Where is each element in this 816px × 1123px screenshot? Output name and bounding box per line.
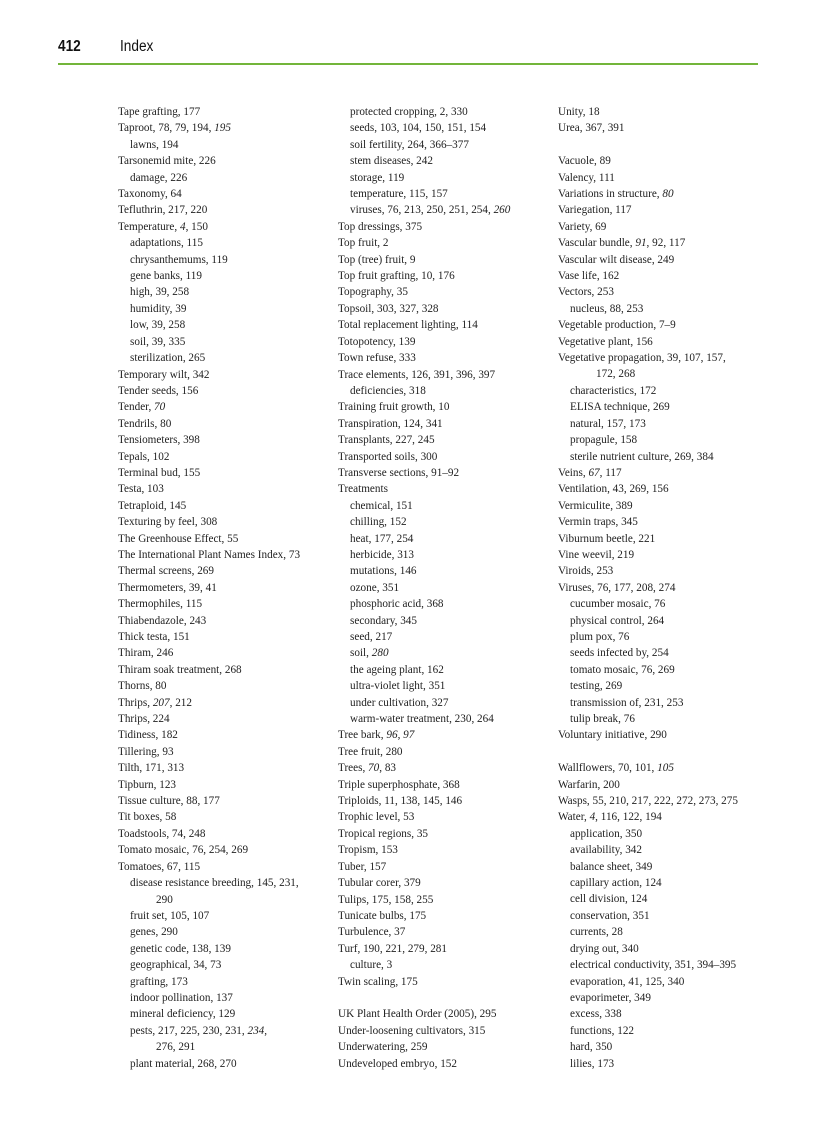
index-subentry: disease resistance breeding, 145, 231, (130, 877, 299, 890)
index-entry: Viburnum beetle, 221 (558, 532, 656, 545)
index-entry: Thrips, 224 (118, 713, 170, 726)
index-subentry: adaptations, 115 (130, 237, 203, 250)
index-subentry: application, 350 (570, 827, 643, 840)
index-subentry: sterile nutrient culture, 269, 384 (570, 450, 714, 463)
index-subentry: characteristics, 172 (570, 384, 657, 397)
index-subentry: ozone, 351 (350, 581, 400, 594)
index-entry: Wasps, 55, 210, 217, 222, 272, 273, 275 (558, 795, 738, 808)
index-entry: Turf, 190, 221, 279, 281 (338, 942, 447, 955)
index-entry: Tomato mosaic, 76, 254, 269 (118, 844, 249, 857)
index-subentry: herbicide, 313 (350, 548, 414, 561)
page-header (58, 38, 758, 64)
index-subentry: chilling, 152 (350, 516, 407, 529)
index-entry: Variations in structure, 80 (558, 188, 674, 201)
index-subentry: stem diseases, 242 (350, 155, 433, 168)
index-entry: Terminal bud, 155 (118, 466, 201, 479)
index-entry: Triploids, 11, 138, 145, 146 (338, 795, 463, 808)
index-subentry: high, 39, 258 (130, 286, 190, 299)
index-subentry: under cultivation, 327 (350, 696, 449, 709)
index-entry: Texturing by feel, 308 (118, 516, 218, 529)
index-subentry: soil, 280 (350, 647, 389, 660)
index-entry: Training fruit growth, 10 (338, 401, 450, 414)
index-subentry: ultra-violet light, 351 (350, 680, 446, 693)
index-entry: Thermophiles, 115 (118, 598, 203, 611)
index-entry: Turbulence, 37 (338, 926, 406, 939)
index-entry: Testa, 103 (118, 483, 164, 496)
index-entry: Tefluthrin, 217, 220 (118, 204, 208, 217)
index-subentry: chemical, 151 (350, 499, 413, 512)
index-entry: UK Plant Health Order (2005), 295 (338, 1008, 497, 1021)
index-entry: Vascular wilt disease, 249 (558, 253, 675, 266)
index-entry: Variegation, 117 (558, 204, 632, 217)
index-subentry: secondary, 345 (350, 614, 417, 627)
index-entry: Tree fruit, 280 (338, 745, 403, 758)
index-entry: Thick testa, 151 (118, 631, 190, 643)
index-entry: Thorns, 80 (118, 680, 167, 693)
index-entry: Thermal screens, 269 (118, 565, 214, 578)
index-subentry: deficiencies, 318 (350, 384, 426, 397)
index-entry: Top fruit grafting, 10, 176 (338, 270, 455, 283)
index-subentry: fruit set, 105, 107 (130, 909, 210, 922)
index-subentry: low, 39, 258 (130, 319, 186, 332)
index-entry: Vase life, 162 (558, 270, 620, 283)
index-entry: Town refuse, 333 (338, 352, 416, 365)
index-column-1 (118, 104, 328, 1072)
index-subentry: plant material, 268, 270 (130, 1057, 237, 1070)
index-subentry: soil, 39, 335 (130, 335, 186, 348)
index-entry: Vascular bundle, 91, 92, 117 (558, 237, 686, 250)
index-subentry: chrysanthemums, 119 (130, 253, 228, 266)
index-entry: Viruses, 76, 177, 208, 274 (558, 581, 676, 594)
index-entry: Trees, 70, 83 (338, 762, 397, 775)
index-subentry: grafting, 173 (130, 975, 188, 988)
entry-spacer (338, 990, 548, 1006)
index-entry: Tubular corer, 379 (338, 877, 421, 890)
index-subentry: currents, 28 (570, 926, 623, 939)
index-entry: Tepals, 102 (118, 450, 170, 463)
index-subentry: hard, 350 (570, 1041, 613, 1054)
index-subentry: cucumber mosaic, 76 (570, 598, 666, 611)
header-rule (58, 63, 758, 65)
index-subentry: lawns, 194 (130, 138, 179, 151)
index-subentry: warm-water treatment, 230, 264 (350, 713, 494, 726)
index-entry: Taxonomy, 64 (118, 188, 182, 201)
index-entry: Underwatering, 259 (338, 1041, 428, 1054)
index-entry: Tunicate bulbs, 175 (338, 909, 427, 922)
index-entry: Vectors, 253 (558, 286, 614, 299)
index-subentry: sterilization, 265 (130, 352, 206, 365)
index-entry: Tape grafting, 177 (118, 106, 201, 118)
index-subentry: temperature, 115, 157 (350, 188, 448, 201)
index-entry: Tendrils, 80 (118, 417, 172, 430)
index-entry: Trophic level, 53 (338, 811, 415, 824)
index-subentry: electrical conductivity, 351, 394–395 (570, 959, 737, 972)
index-entry: Thiram, 246 (118, 647, 174, 660)
index-subentry: heat, 177, 254 (350, 532, 414, 545)
index-entry: Thermometers, 39, 41 (118, 581, 217, 594)
index-entry: Ventilation, 43, 269, 156 (558, 483, 669, 496)
index-entry: Tarsonemid mite, 226 (118, 155, 216, 168)
index-entry: Tetraploid, 145 (118, 499, 187, 512)
index-entry: Tulips, 175, 158, 255 (338, 893, 434, 906)
index-subentry: availability, 342 (570, 844, 642, 857)
index-entry: Vine weevil, 219 (558, 548, 635, 561)
index-subentry: nucleus, 88, 253 (570, 302, 644, 315)
index-subentry: genetic code, 138, 139 (130, 942, 231, 955)
page-number: 412 (58, 38, 81, 55)
index-column-3 (558, 104, 783, 1072)
index-entry: Tomatoes, 67, 115 (118, 860, 201, 873)
index-subentry: drying out, 340 (570, 942, 639, 955)
index-subentry: seed, 217 (350, 631, 393, 643)
index-entry: Wallflowers, 70, 101, 105 (558, 762, 674, 775)
running-title: Index (120, 38, 154, 55)
index-entry: Vegetative propagation, 39, 107, 157, (558, 352, 726, 365)
index-entry: Transpiration, 124, 341 (338, 417, 443, 430)
index-entry: Trace elements, 126, 391, 396, 397 (338, 368, 496, 381)
index-entry: Twin scaling, 175 (338, 975, 418, 988)
index-entry: Vegetative plant, 156 (558, 335, 653, 348)
index-subentry: tulip break, 76 (570, 713, 635, 726)
index-entry: Taproot, 78, 79, 194, 195 (118, 122, 231, 135)
index-entry: Tilth, 171, 313 (118, 762, 185, 775)
index-subentry: capillary action, 124 (570, 877, 662, 890)
entry-spacer (558, 137, 783, 153)
index-subentry: balance sheet, 349 (570, 860, 653, 873)
index-entry: Undeveloped embryo, 152 (338, 1057, 457, 1070)
index-subentry: cell division, 124 (570, 893, 648, 906)
index-entry: Tender seeds, 156 (118, 384, 199, 397)
index-entry: Unity, 18 (558, 106, 600, 118)
index-subentry: transmission of, 231, 253 (570, 696, 684, 709)
index-entry: Treatments (338, 483, 388, 496)
index-entry: Voluntary initiative, 290 (558, 729, 667, 742)
entry-spacer (558, 744, 783, 760)
index-entry: The Greenhouse Effect, 55 (118, 532, 239, 545)
index-entry: Tissue culture, 88, 177 (118, 795, 220, 808)
index-entry: Toadstools, 74, 248 (118, 827, 206, 840)
index-entry: Triple superphosphate, 368 (338, 778, 460, 791)
index-subentry: evaporation, 41, 125, 340 (570, 975, 685, 988)
index-subentry: seeds, 103, 104, 150, 151, 154 (350, 122, 487, 135)
index-entry: Topography, 35 (338, 286, 408, 299)
index-subentry: seeds infected by, 254 (570, 647, 669, 660)
index-subentry: physical control, 264 (570, 614, 665, 627)
index-entry: Warfarin, 200 (558, 778, 620, 791)
index-entry: Vacuole, 89 (558, 155, 611, 168)
index-entry: Valency, 111 (558, 171, 615, 184)
index-entry: Thrips, 207, 212 (118, 696, 192, 709)
index-subentry: ELISA technique, 269 (570, 401, 670, 414)
index-entry: Vegetable production, 7–9 (558, 319, 676, 332)
index-entry: Under-loosening cultivators, 315 (338, 1024, 486, 1037)
index-entry: Tropical regions, 35 (338, 827, 429, 840)
index-entry: Transplants, 227, 245 (338, 434, 435, 447)
index-subentry: mineral deficiency, 129 (130, 1008, 236, 1021)
index-subentry: functions, 122 (570, 1024, 635, 1037)
index-entry: Temporary wilt, 342 (118, 368, 210, 381)
index-subentry: genes, 290 (130, 926, 178, 939)
index-subentry: gene banks, 119 (130, 270, 202, 283)
index-entry: Tillering, 93 (118, 745, 174, 758)
index-entry: The International Plant Names Index, 73 (118, 548, 301, 561)
index-entry: Water, 4, 116, 122, 194 (558, 811, 662, 824)
index-subentry: evaporimeter, 349 (570, 991, 651, 1004)
index-subentry: testing, 269 (570, 680, 623, 693)
index-subentry: protected cropping, 2, 330 (350, 106, 468, 118)
index-entry-continuation: 172, 268 (596, 368, 636, 381)
index-entry-continuation: 290 (156, 893, 173, 906)
index-entry: Tender, 70 (118, 401, 166, 414)
index-entry: Tensiometers, 398 (118, 434, 200, 447)
index-entry: Thiabendazole, 243 (118, 614, 207, 627)
index-entry: Top (tree) fruit, 9 (338, 253, 416, 266)
index-entry: Urea, 367, 391 (558, 122, 625, 135)
index-entry: Variety, 69 (558, 220, 607, 233)
index-subentry: tomato mosaic, 76, 269 (570, 663, 675, 676)
index-entry: Total replacement lighting, 114 (338, 319, 478, 332)
index-subentry: natural, 157, 173 (570, 417, 646, 430)
index-entry: Top fruit, 2 (338, 237, 389, 250)
index-entry: Tipburn, 123 (118, 778, 177, 791)
index-entry: Thiram soak treatment, 268 (118, 663, 242, 676)
index-subentry: viruses, 76, 213, 250, 251, 254, 260 (350, 204, 511, 217)
index-subentry: geographical, 34, 73 (130, 959, 222, 972)
index-column-2 (338, 104, 548, 1072)
index-subentry: culture, 3 (350, 959, 393, 972)
index-subentry: lilies, 173 (570, 1057, 615, 1070)
index-subentry: pests, 217, 225, 230, 231, 234, (130, 1024, 268, 1037)
index-entry: Tit boxes, 58 (118, 811, 177, 824)
index-entry: Transverse sections, 91–92 (338, 466, 460, 479)
index-entry: Viroids, 253 (558, 565, 614, 578)
index-subentry: soil fertility, 264, 366–377 (350, 138, 469, 151)
index-entry: Veins, 67, 117 (558, 466, 622, 479)
index-entry: Top dressings, 375 (338, 220, 423, 233)
index-entry: Tropism, 153 (338, 844, 398, 857)
index-entry: Totopotency, 139 (338, 335, 416, 348)
index-subentry: storage, 119 (350, 171, 405, 184)
index-entry: Tree bark, 96, 97 (338, 729, 415, 742)
index-entry: Tuber, 157 (338, 860, 387, 873)
index-entry-continuation: 276, 291 (156, 1041, 196, 1054)
index-entry: Transported soils, 300 (338, 450, 438, 463)
index-subentry: damage, 226 (130, 171, 188, 184)
index-subentry: propagule, 158 (570, 434, 638, 447)
index-subentry: humidity, 39 (130, 302, 187, 315)
index-entry: Topsoil, 303, 327, 328 (338, 302, 439, 315)
index-subentry: the ageing plant, 162 (350, 663, 444, 676)
index-subentry: phosphoric acid, 368 (350, 598, 444, 611)
index-subentry: indoor pollination, 137 (130, 991, 233, 1004)
index-entry: Vermiculite, 389 (558, 499, 633, 512)
index-subentry: conservation, 351 (570, 909, 650, 922)
index-subentry: excess, 338 (570, 1008, 622, 1021)
index-entry: Tidiness, 182 (118, 729, 178, 742)
index-subentry: mutations, 146 (350, 565, 417, 578)
index-entry: Vermin traps, 345 (558, 516, 638, 529)
index-subentry: plum pox, 76 (570, 630, 630, 643)
index-entry: Temperature, 4, 150 (118, 220, 208, 233)
